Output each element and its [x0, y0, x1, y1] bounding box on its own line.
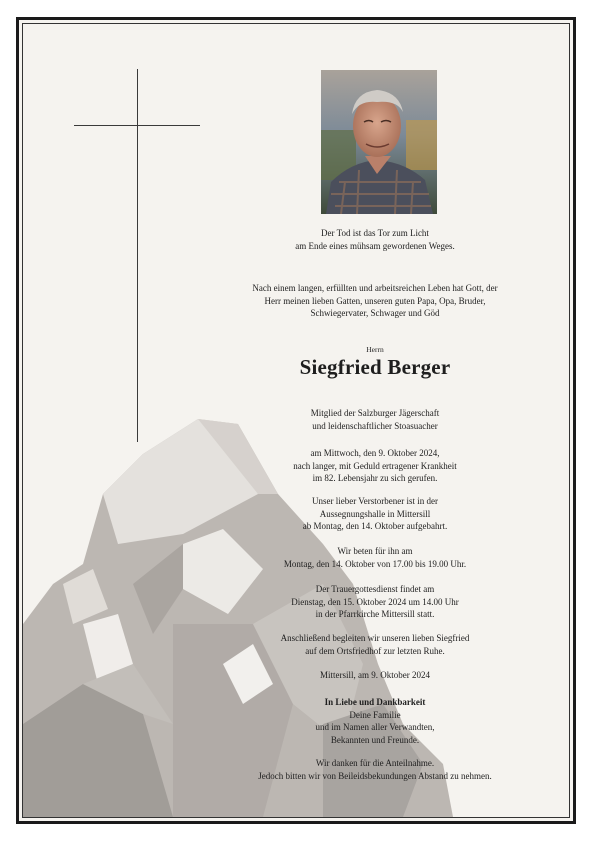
membership-line: Mitglied der Salzburger Jägerschaft — [310, 408, 440, 418]
family-line: Bekannten und Freunde. — [330, 734, 420, 745]
thanks-line: Jedoch bitten wir von Beileidsbekundungen Abstand zu nehmen. — [258, 770, 492, 781]
prayer-line: Wir beten für ihn am — [337, 546, 413, 556]
burial-line: auf dem Ortsfriedhof zur letzten Ruhe. — [305, 645, 445, 656]
place-date: Mittersill, am 9. Oktober 2024 — [320, 670, 430, 680]
family-line: und im Namen aller Verwandten, — [315, 722, 435, 732]
deceased-name: Siegfried Berger — [299, 355, 451, 379]
burial-line: Anschließend begleiten wir unseren lieben Siegfried — [280, 633, 470, 643]
motto-line: am Ende eines mühsam gewordenen Weges. — [295, 240, 455, 251]
motto-line: Der Tod ist das Tor zum Licht — [321, 228, 429, 238]
laid-out-line: Aussegnungshalle in Mittersill — [319, 508, 431, 519]
service-line: Der Trauergottesdienst findet am — [315, 584, 435, 594]
intro-line: Nach einem langen, erfüllten und arbeitsreichen Leben hat Gott, der — [252, 283, 498, 293]
name-prefix: Herrn — [366, 345, 384, 354]
thanks-line: Wir danken für die Anteilnahme. — [315, 758, 435, 768]
service-line: Dienstag, den 15. Oktober 2024 um 14.00 Uhr — [291, 596, 459, 607]
family-heading-text: In Liebe und Dankbarkeit — [324, 697, 426, 707]
cross-horizontal-line — [74, 125, 200, 126]
prayer-line: Montag, den 14. Oktober von 17.00 bis 19.00 Uhr. — [283, 558, 467, 569]
family-line: Deine Familie — [349, 709, 401, 720]
death-line: im 82. Lebensjahr zu sich gerufen. — [312, 473, 438, 483]
death-line: am Mittwoch, den 9. Oktober 2024, — [310, 448, 440, 458]
portrait-photo — [321, 70, 437, 214]
death-line: nach langer, mit Geduld ertragener Krankheit — [293, 460, 457, 471]
family-heading — [200, 696, 550, 709]
intro-line: Herr meinen lieben Gatten, unseren guten Papa, Opa, Bruder, — [264, 295, 486, 306]
service-line: in der Pfarrkirche Mittersill statt. — [315, 609, 435, 619]
laid-out-line: Unser lieber Verstorbener ist in der — [311, 496, 439, 506]
membership-line: und leidenschaftlicher Stoasuacher — [312, 420, 438, 431]
intro-line: Schwiegervater, Schwager und Göd — [310, 308, 440, 318]
laid-out-line: ab Montag, den 14. Oktober aufgebahrt. — [302, 521, 448, 531]
